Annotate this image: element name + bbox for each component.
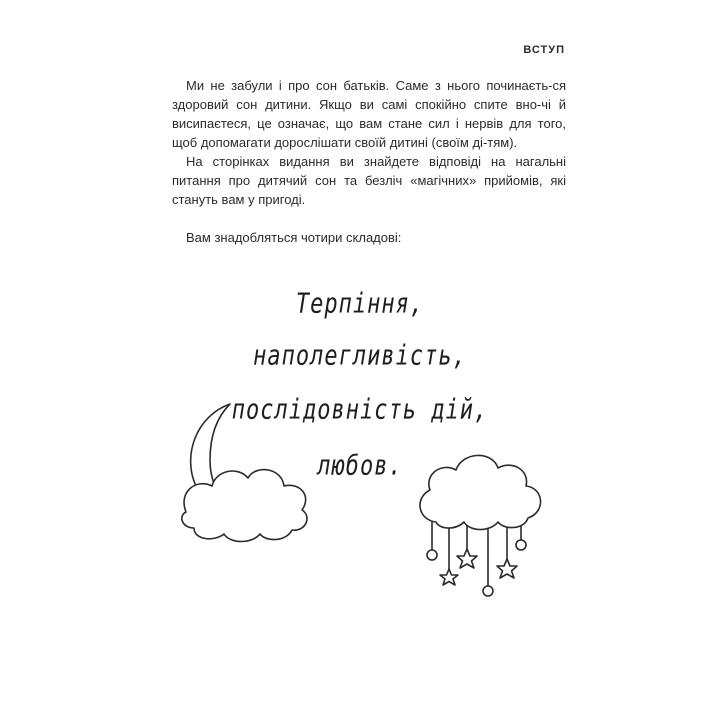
component-persistence: наполегливість, <box>253 340 467 373</box>
component-patience: Терпіння, <box>295 288 425 321</box>
hanging-star-icon <box>457 549 477 568</box>
hanging-star-icon <box>497 559 517 578</box>
hanging-ball <box>483 586 493 596</box>
hanging-ball <box>516 540 526 550</box>
hanging-star-icon <box>440 569 458 585</box>
hanging-ball <box>427 550 437 560</box>
paragraph-answers: На сторінках видання ви знайдете відповіді на нагальні питання про дитячий сон та безліч «магічних» прийомів, які стануть вам у пригоді. <box>172 154 566 207</box>
running-head: ВСТУП <box>523 44 565 56</box>
component-love: любов. <box>317 450 403 483</box>
paragraph-four-components: Вам знадобляться чотири складові: <box>186 230 402 245</box>
paragraph-parents-sleep: Ми не забули і про сон батьків. Саме з нього починаєть-ся здоровий сон дитини. Якщо ви самі спокійно спите вно-чі й висипаєтеся, це означає, що вам стане сил і нервів для того, щоб допомагати дорослішати своїй дитині (своїм ді-тям). <box>172 78 566 150</box>
right-cloud-shape <box>420 455 541 529</box>
component-consistency: послідовність дій, <box>231 394 489 427</box>
